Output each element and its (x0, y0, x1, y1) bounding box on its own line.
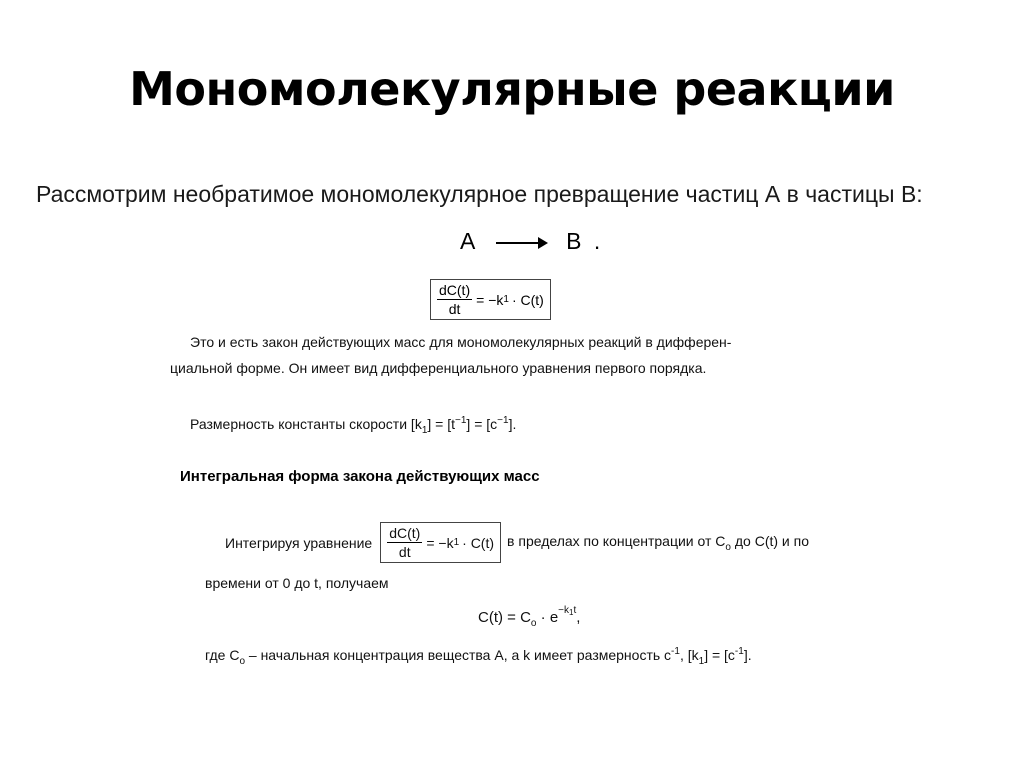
rate-equation-box (430, 279, 551, 320)
dimension-k-sub: 1 (421, 425, 428, 436)
fraction-denominator: dt (448, 301, 461, 317)
integrate-line (225, 522, 809, 563)
inline-numerator: dC(t) (389, 525, 421, 541)
rhs-suffix: · C(t) (511, 291, 544, 308)
dimension-line (190, 415, 516, 436)
inline-denominator: dt (398, 544, 411, 560)
dimension-mid2: ] = [c (466, 416, 498, 432)
rate-equation-box-inline (380, 522, 501, 563)
dimension-mid1: ] = [t (427, 416, 456, 432)
final-end: ]. (743, 647, 752, 663)
rhs-prefix: = −k (476, 291, 504, 308)
dimension-prefix: Размерность константы скорости [k (190, 416, 422, 432)
final-exp: -1 (671, 646, 680, 657)
reaction-end: . (593, 228, 601, 254)
paragraph-line-2: циальной форме. Он имеет вид дифференциального уравнения первого порядка. (170, 360, 707, 376)
inline-rhs-suffix: · C(t) (462, 534, 495, 551)
solution-lhs: C(t) = C (478, 609, 531, 626)
solution-exp-suffix: t (573, 605, 577, 616)
solution-exp-prefix: −k (558, 605, 570, 616)
rate-fraction (437, 282, 472, 317)
paragraph-line-1: Это и есть закон действующих масс для мономолекулярных реакций в дифферен- (190, 334, 732, 350)
solution-end: , (576, 609, 581, 626)
integrate-line-2: времени от 0 до t, получаем (205, 575, 389, 591)
integrate-after (507, 533, 809, 553)
final-exp2: -1 (734, 646, 744, 657)
inline-rhs-prefix: = −k (426, 534, 454, 551)
solution-c-sub: o (530, 618, 537, 629)
dimension-end: ]. (508, 416, 517, 432)
k-subscript: 1 (503, 294, 509, 305)
solution-equation (478, 605, 580, 629)
final-mid2: , [k (679, 647, 699, 663)
final-k-sub: 1 (698, 656, 705, 667)
integrate-after-sub: o (725, 541, 731, 553)
section-heading: Интегральная форма закона действующих масс (180, 468, 540, 485)
solution-exp-sub: 1 (569, 608, 574, 617)
integrate-after-suffix: до C(t) и по (730, 532, 809, 549)
reactant-label: А (460, 228, 476, 254)
integrate-before: Интегрируя уравнение (225, 534, 373, 551)
final-mid: – начальная концентрация вещества А, а k имеет размерность c (245, 647, 672, 663)
solution-e: · e (536, 609, 559, 626)
page-title: Мономолекулярные реакции (129, 62, 895, 116)
reaction-scheme (460, 228, 600, 255)
inline-k-subscript: 1 (453, 537, 460, 548)
final-line (205, 646, 752, 667)
integrate-after-prefix: в пределах по концентрации от C (507, 532, 726, 549)
dimension-exp2: −1 (497, 415, 509, 426)
intro-text: Рассмотрим необратимое мономолекулярное превращение частиц А в частицы В: (36, 181, 923, 207)
final-mid3: ] = [c (704, 647, 735, 663)
product-label: В (566, 228, 582, 254)
inline-fraction (387, 525, 422, 560)
dimension-exp: −1 (455, 415, 467, 426)
reaction-arrow-icon (496, 236, 548, 250)
final-prefix: где C (205, 647, 240, 663)
solution-exponent (558, 605, 576, 616)
final-c-sub: o (239, 656, 245, 667)
fraction-numerator: dC(t) (439, 282, 471, 298)
